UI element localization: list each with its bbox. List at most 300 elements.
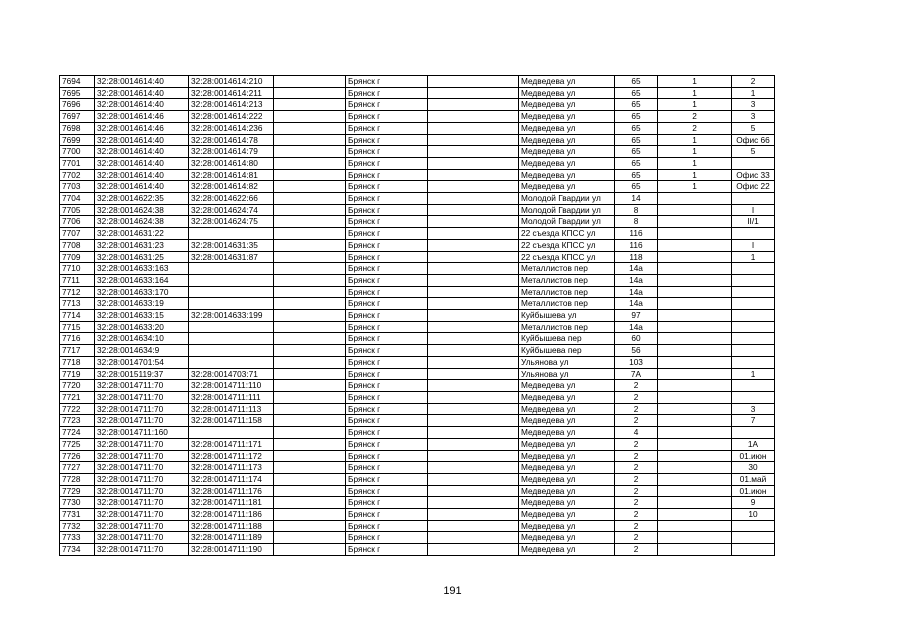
table-row [60, 438, 775, 450]
cell-city: Брянск г [346, 473, 428, 485]
cell-city: Брянск г [346, 111, 428, 123]
cell-empty-col-a [274, 99, 346, 111]
cell-empty-col-a [274, 204, 346, 216]
cell-apartment: I [732, 204, 775, 216]
cell-house: 60 [615, 333, 658, 345]
cell-empty-col-b [428, 228, 519, 240]
cell-house: 7А [615, 368, 658, 380]
cell-street: Медведева ул [519, 497, 615, 509]
cell-row-number: 7710 [60, 263, 95, 275]
cell-building [658, 427, 732, 439]
cell-row-number: 7704 [60, 193, 95, 205]
cell-empty-col-a [274, 134, 346, 146]
cell-city: Брянск г [346, 415, 428, 427]
cell-street: Медведева ул [519, 169, 615, 181]
cell-street: Медведева ул [519, 391, 615, 403]
cell-apartment: 7 [732, 415, 775, 427]
table-row [60, 76, 775, 88]
cell-object-number: 32:28:0014711:158 [189, 415, 274, 427]
cell-empty-col-a [274, 415, 346, 427]
cell-building [658, 356, 732, 368]
cell-empty-col-a [274, 321, 346, 333]
cell-house: 65 [615, 76, 658, 88]
cell-street: Молодой Гвардии ул [519, 216, 615, 228]
cell-object-number [189, 274, 274, 286]
cell-house: 2 [615, 520, 658, 532]
cell-apartment: 01.июн [732, 450, 775, 462]
cell-building [658, 450, 732, 462]
cell-apartment [732, 345, 775, 357]
table-row [60, 146, 775, 158]
cell-object-number: 32:28:0014614:211 [189, 87, 274, 99]
cell-street: Медведева ул [519, 544, 615, 556]
table-row [60, 356, 775, 368]
cell-empty-col-a [274, 497, 346, 509]
cell-street: Ульянова ул [519, 356, 615, 368]
cell-building [658, 509, 732, 521]
cell-cadastral-number: 32:28:0014711:70 [95, 438, 189, 450]
table-row [60, 462, 775, 474]
cell-city: Брянск г [346, 157, 428, 169]
cell-empty-col-b [428, 286, 519, 298]
cell-house: 2 [615, 415, 658, 427]
cell-street: Медведева ул [519, 87, 615, 99]
cell-street: Металлистов пер [519, 321, 615, 333]
cell-empty-col-b [428, 497, 519, 509]
cell-empty-col-a [274, 169, 346, 181]
cell-empty-col-a [274, 298, 346, 310]
cell-cadastral-number: 32:28:0015119:37 [95, 368, 189, 380]
cell-cadastral-number: 32:28:0014631:23 [95, 239, 189, 251]
cell-house: 118 [615, 251, 658, 263]
cell-building [658, 485, 732, 497]
cell-row-number: 7730 [60, 497, 95, 509]
cell-row-number: 7701 [60, 157, 95, 169]
cell-empty-col-a [274, 462, 346, 474]
cell-cadastral-number: 32:28:0014633:15 [95, 310, 189, 322]
cell-empty-col-b [428, 509, 519, 521]
cell-empty-col-b [428, 356, 519, 368]
cell-street: Медведева ул [519, 532, 615, 544]
cell-apartment [732, 356, 775, 368]
cell-empty-col-b [428, 462, 519, 474]
cell-cadastral-number: 32:28:0014634:10 [95, 333, 189, 345]
cell-row-number: 7714 [60, 310, 95, 322]
cell-empty-col-a [274, 228, 346, 240]
table-row [60, 169, 775, 181]
cell-apartment [732, 427, 775, 439]
cell-object-number: 32:28:0014633:199 [189, 310, 274, 322]
cell-empty-col-b [428, 87, 519, 99]
cell-object-number: 32:28:0014614:78 [189, 134, 274, 146]
cell-street: Медведева ул [519, 450, 615, 462]
cell-row-number: 7717 [60, 345, 95, 357]
cell-street: Металлистов пер [519, 286, 615, 298]
cell-apartment: Офис 66 [732, 134, 775, 146]
table-row [60, 99, 775, 111]
cell-apartment [732, 520, 775, 532]
cell-street: Куйбышева пер [519, 345, 615, 357]
cell-building [658, 263, 732, 275]
cell-cadastral-number: 32:28:0014711:70 [95, 497, 189, 509]
table-row [60, 111, 775, 123]
cell-empty-col-b [428, 368, 519, 380]
cell-empty-col-b [428, 274, 519, 286]
cell-apartment: I [732, 239, 775, 251]
cell-house: 2 [615, 462, 658, 474]
cell-cadastral-number: 32:28:0014614:46 [95, 111, 189, 123]
cell-building [658, 403, 732, 415]
cell-empty-col-b [428, 76, 519, 88]
cell-house: 2 [615, 380, 658, 392]
cell-city: Брянск г [346, 76, 428, 88]
cell-apartment: 01.июн [732, 485, 775, 497]
table-row [60, 427, 775, 439]
cell-object-number: 32:28:0014711:173 [189, 462, 274, 474]
cell-empty-col-a [274, 216, 346, 228]
cell-street: Молодой Гвардии ул [519, 193, 615, 205]
cell-object-number: 32:28:0014614:222 [189, 111, 274, 123]
cell-apartment: 3 [732, 99, 775, 111]
cell-empty-col-a [274, 111, 346, 123]
cell-object-number [189, 228, 274, 240]
cell-cadastral-number: 32:28:0014614:40 [95, 134, 189, 146]
cell-street: Металлистов пер [519, 263, 615, 275]
cell-building [658, 333, 732, 345]
cell-object-number: 32:28:0014624:75 [189, 216, 274, 228]
cell-street: Медведева ул [519, 111, 615, 123]
table-row [60, 497, 775, 509]
cell-street: Медведева ул [519, 462, 615, 474]
table-row [60, 157, 775, 169]
cell-city: Брянск г [346, 134, 428, 146]
cell-city: Брянск г [346, 87, 428, 99]
cell-city: Брянск г [346, 544, 428, 556]
cell-building [658, 345, 732, 357]
cell-empty-col-a [274, 509, 346, 521]
cell-house: 2 [615, 438, 658, 450]
cell-cadastral-number: 32:28:0014711:70 [95, 462, 189, 474]
cell-apartment: 01.май [732, 473, 775, 485]
cell-building: 2 [658, 122, 732, 134]
cell-building [658, 532, 732, 544]
cell-row-number: 7702 [60, 169, 95, 181]
cell-building [658, 368, 732, 380]
cell-empty-col-b [428, 181, 519, 193]
cell-building: 1 [658, 76, 732, 88]
cell-city: Брянск г [346, 146, 428, 158]
cell-object-number [189, 356, 274, 368]
cell-street: Медведева ул [519, 380, 615, 392]
cell-empty-col-a [274, 333, 346, 345]
cell-empty-col-b [428, 157, 519, 169]
table-row [60, 193, 775, 205]
cell-city: Брянск г [346, 251, 428, 263]
cell-city: Брянск г [346, 368, 428, 380]
cell-empty-col-a [274, 485, 346, 497]
table-row [60, 274, 775, 286]
cell-object-number: 32:28:0014711:110 [189, 380, 274, 392]
cell-cadastral-number: 32:28:0014631:22 [95, 228, 189, 240]
table-row [60, 204, 775, 216]
cell-row-number: 7728 [60, 473, 95, 485]
cell-empty-col-b [428, 310, 519, 322]
cell-house: 65 [615, 146, 658, 158]
cell-object-number: 32:28:0014711:188 [189, 520, 274, 532]
cell-building [658, 193, 732, 205]
cell-city: Брянск г [346, 450, 428, 462]
cell-city: Брянск г [346, 169, 428, 181]
table-row [60, 391, 775, 403]
cell-apartment [732, 391, 775, 403]
table-row [60, 321, 775, 333]
cell-building [658, 216, 732, 228]
cell-street: Медведева ул [519, 122, 615, 134]
cell-cadastral-number: 32:28:0014614:40 [95, 157, 189, 169]
cell-building: 1 [658, 157, 732, 169]
cell-empty-col-a [274, 263, 346, 275]
cell-cadastral-number: 32:28:0014633:164 [95, 274, 189, 286]
table-row [60, 298, 775, 310]
cell-empty-col-a [274, 251, 346, 263]
cell-object-number: 32:28:0014614:80 [189, 157, 274, 169]
cell-cadastral-number: 32:28:0014624:38 [95, 216, 189, 228]
cell-building [658, 520, 732, 532]
cell-city: Брянск г [346, 193, 428, 205]
cell-object-number [189, 321, 274, 333]
cell-building [658, 497, 732, 509]
cell-row-number: 7733 [60, 532, 95, 544]
cell-cadastral-number: 32:28:0014711:70 [95, 509, 189, 521]
cell-city: Брянск г [346, 274, 428, 286]
cell-city: Брянск г [346, 356, 428, 368]
cell-row-number: 7709 [60, 251, 95, 263]
cell-cadastral-number: 32:28:0014614:40 [95, 87, 189, 99]
data-table [59, 75, 775, 556]
cell-city: Брянск г [346, 532, 428, 544]
cell-cadastral-number: 32:28:0014614:46 [95, 122, 189, 134]
cell-house: 97 [615, 310, 658, 322]
table-row [60, 380, 775, 392]
cell-empty-col-a [274, 427, 346, 439]
cell-house: 65 [615, 87, 658, 99]
cell-empty-col-b [428, 450, 519, 462]
cell-row-number: 7696 [60, 99, 95, 111]
table-row [60, 473, 775, 485]
table-row [60, 403, 775, 415]
cell-cadastral-number: 32:28:0014711:70 [95, 520, 189, 532]
cell-empty-col-b [428, 298, 519, 310]
cell-empty-col-b [428, 111, 519, 123]
table-row [60, 134, 775, 146]
cell-street: 22 съезда КПСС ул [519, 251, 615, 263]
cell-empty-col-b [428, 193, 519, 205]
cell-city: Брянск г [346, 239, 428, 251]
cell-row-number: 7703 [60, 181, 95, 193]
cell-street: 22 съезда КПСС ул [519, 239, 615, 251]
cell-street: Медведева ул [519, 473, 615, 485]
cell-house: 14а [615, 274, 658, 286]
cell-apartment: 3 [732, 111, 775, 123]
cell-empty-col-b [428, 391, 519, 403]
document-sheet [59, 75, 775, 556]
cell-empty-col-a [274, 403, 346, 415]
cell-apartment: 3 [732, 403, 775, 415]
cell-cadastral-number: 32:28:0014711:70 [95, 415, 189, 427]
cell-building: 2 [658, 111, 732, 123]
cell-cadastral-number: 32:28:0014711:70 [95, 544, 189, 556]
cell-empty-col-b [428, 438, 519, 450]
cell-apartment [732, 274, 775, 286]
cell-empty-col-a [274, 380, 346, 392]
cell-row-number: 7707 [60, 228, 95, 240]
table-row [60, 286, 775, 298]
cell-cadastral-number: 32:28:0014614:40 [95, 99, 189, 111]
cell-row-number: 7706 [60, 216, 95, 228]
cell-object-number: 32:28:0014711:111 [189, 391, 274, 403]
cell-house: 65 [615, 134, 658, 146]
cell-empty-col-b [428, 532, 519, 544]
cell-street: Медведева ул [519, 509, 615, 521]
cell-cadastral-number: 32:28:0014711:70 [95, 391, 189, 403]
cell-empty-col-a [274, 122, 346, 134]
cell-apartment: 1 [732, 251, 775, 263]
cell-object-number: 32:28:0014711:113 [189, 403, 274, 415]
cell-apartment [732, 380, 775, 392]
cell-row-number: 7734 [60, 544, 95, 556]
cell-apartment: 10 [732, 509, 775, 521]
cell-row-number: 7698 [60, 122, 95, 134]
cell-cadastral-number: 32:28:0014633:170 [95, 286, 189, 298]
cell-apartment [732, 333, 775, 345]
cell-row-number: 7727 [60, 462, 95, 474]
cell-object-number: 32:28:0014614:213 [189, 99, 274, 111]
cell-house: 2 [615, 450, 658, 462]
cell-empty-col-b [428, 216, 519, 228]
cell-city: Брянск г [346, 181, 428, 193]
cell-empty-col-a [274, 450, 346, 462]
cell-cadastral-number: 32:28:0014711:70 [95, 403, 189, 415]
table-row [60, 251, 775, 263]
cell-house: 116 [615, 228, 658, 240]
cell-cadastral-number: 32:28:0014633:20 [95, 321, 189, 333]
cell-row-number: 7705 [60, 204, 95, 216]
cell-row-number: 7697 [60, 111, 95, 123]
cell-building [658, 298, 732, 310]
cell-object-number: 32:28:0014711:190 [189, 544, 274, 556]
cell-house: 2 [615, 473, 658, 485]
cell-city: Брянск г [346, 427, 428, 439]
cell-city: Брянск г [346, 345, 428, 357]
cell-row-number: 7695 [60, 87, 95, 99]
cell-street: Металлистов пер [519, 274, 615, 286]
cell-object-number [189, 333, 274, 345]
cell-street: Медведева ул [519, 99, 615, 111]
cell-empty-col-b [428, 427, 519, 439]
cell-house: 14а [615, 321, 658, 333]
cell-object-number: 32:28:0014614:82 [189, 181, 274, 193]
cell-city: Брянск г [346, 263, 428, 275]
cell-row-number: 7716 [60, 333, 95, 345]
cell-cadastral-number: 32:28:0014614:40 [95, 76, 189, 88]
cell-house: 2 [615, 497, 658, 509]
cell-cadastral-number: 32:28:0014711:160 [95, 427, 189, 439]
cell-street: 22 съезда КПСС ул [519, 228, 615, 240]
cell-building: 1 [658, 169, 732, 181]
cell-building [658, 462, 732, 474]
cell-house: 56 [615, 345, 658, 357]
cell-building [658, 415, 732, 427]
cell-object-number: 32:28:0014711:174 [189, 473, 274, 485]
cell-city: Брянск г [346, 462, 428, 474]
cell-house: 2 [615, 544, 658, 556]
cell-cadastral-number: 32:28:0014711:70 [95, 380, 189, 392]
cell-apartment [732, 263, 775, 275]
cell-city: Брянск г [346, 122, 428, 134]
cell-row-number: 7712 [60, 286, 95, 298]
cell-city: Брянск г [346, 99, 428, 111]
cell-apartment [732, 157, 775, 169]
cell-street: Куйбышева ул [519, 310, 615, 322]
cell-cadastral-number: 32:28:0014614:40 [95, 181, 189, 193]
cell-object-number [189, 298, 274, 310]
cell-object-number: 32:28:0014711:172 [189, 450, 274, 462]
cell-building [658, 321, 732, 333]
cell-object-number: 32:28:0014631:87 [189, 251, 274, 263]
cell-empty-col-a [274, 87, 346, 99]
cell-empty-col-a [274, 356, 346, 368]
cell-row-number: 7719 [60, 368, 95, 380]
cell-empty-col-a [274, 274, 346, 286]
cell-empty-col-b [428, 122, 519, 134]
cell-apartment [732, 310, 775, 322]
table-row [60, 450, 775, 462]
cell-object-number [189, 427, 274, 439]
cell-city: Брянск г [346, 228, 428, 240]
cell-empty-col-b [428, 239, 519, 251]
cell-object-number: 32:28:0014614:79 [189, 146, 274, 158]
cell-cadastral-number: 32:28:0014614:40 [95, 146, 189, 158]
cell-building [658, 544, 732, 556]
table-row [60, 310, 775, 322]
cell-object-number: 32:28:0014711:186 [189, 509, 274, 521]
cell-building [658, 286, 732, 298]
table-row [60, 544, 775, 556]
cell-empty-col-b [428, 473, 519, 485]
cell-cadastral-number: 32:28:0014634:9 [95, 345, 189, 357]
cell-apartment [732, 298, 775, 310]
cell-house: 103 [615, 356, 658, 368]
cell-empty-col-b [428, 134, 519, 146]
cell-house: 65 [615, 99, 658, 111]
cell-house: 14а [615, 263, 658, 275]
cell-empty-col-a [274, 146, 346, 158]
table-row [60, 415, 775, 427]
cell-street: Медведева ул [519, 415, 615, 427]
cell-building [658, 380, 732, 392]
cell-city: Брянск г [346, 216, 428, 228]
table-body [60, 76, 775, 556]
table-row [60, 532, 775, 544]
cell-house: 8 [615, 216, 658, 228]
cell-row-number: 7731 [60, 509, 95, 521]
cell-building [658, 473, 732, 485]
table-row [60, 228, 775, 240]
cell-cadastral-number: 32:28:0014711:70 [95, 485, 189, 497]
cell-cadastral-number: 32:28:0014614:40 [95, 169, 189, 181]
cell-street: Медведева ул [519, 403, 615, 415]
cell-building [658, 251, 732, 263]
